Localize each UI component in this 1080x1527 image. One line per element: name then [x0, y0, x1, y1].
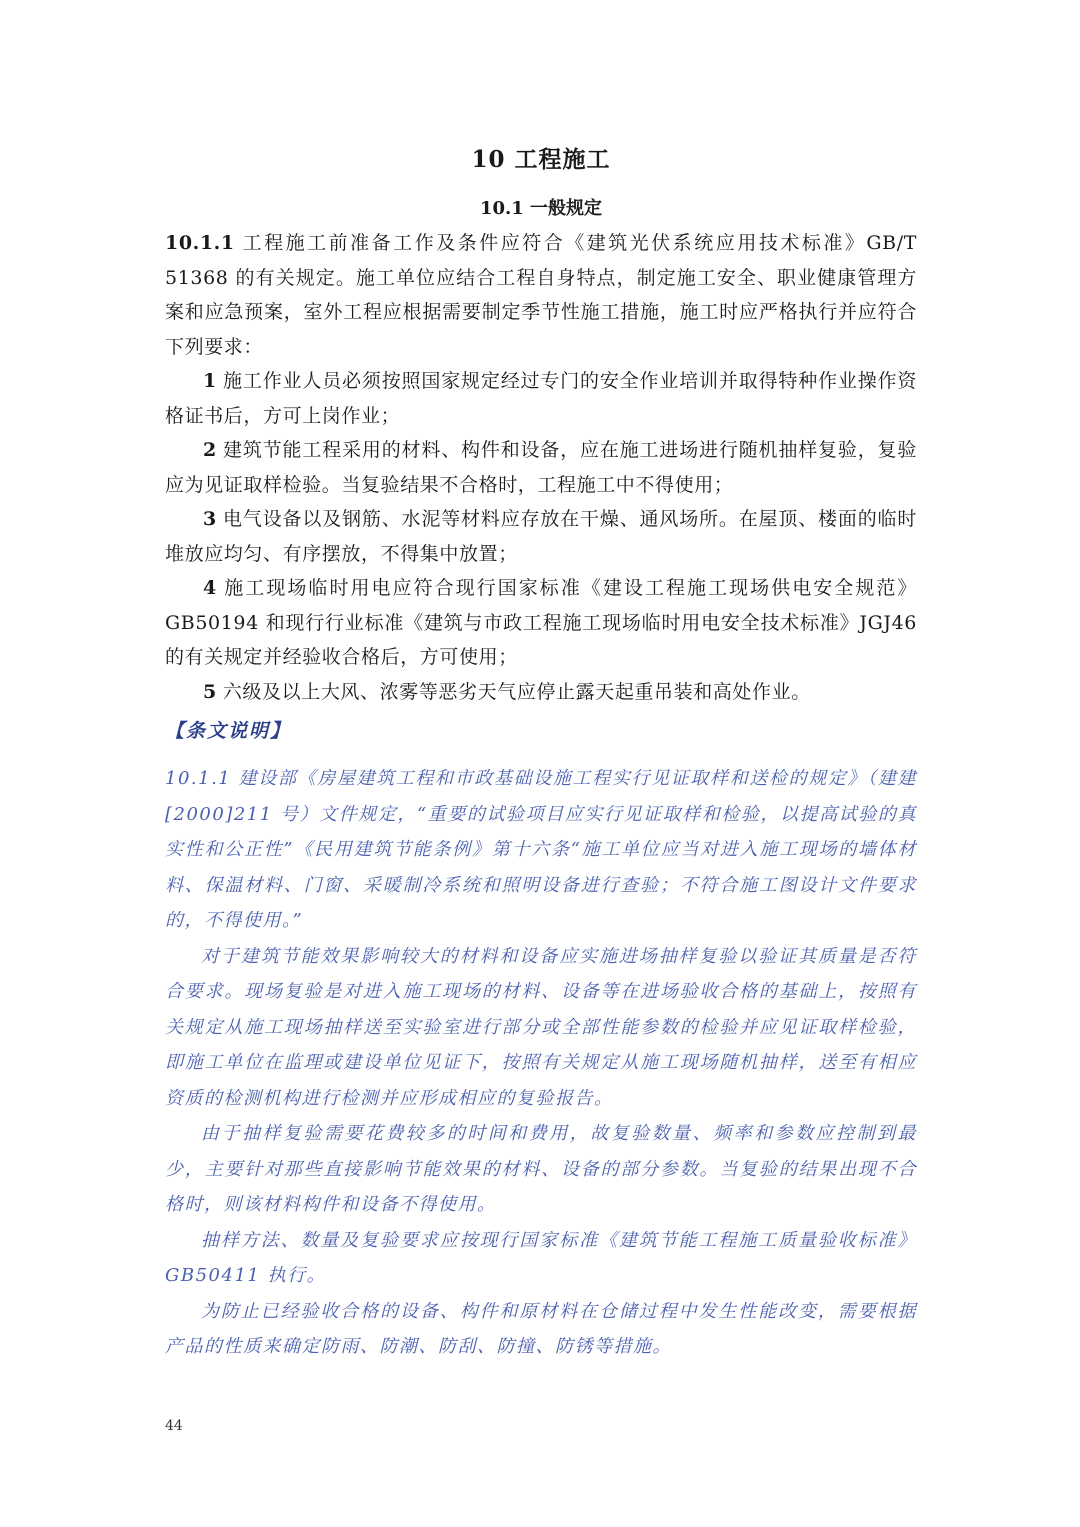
item-number: 3 — [203, 508, 217, 530]
list-item — [165, 502, 917, 571]
item-number: 1 — [203, 370, 217, 392]
chapter-title: 10 工程施工 — [471, 146, 611, 173]
list-item — [165, 364, 917, 433]
document-page — [165, 140, 917, 1365]
item-text: 施工现场临时用电应符合现行国家标准《建设工程施工现场供电安全规范》GB50194 和现行行业标准《建筑与市政工程施工现场临时用电安全技术标准》JGJ46 的有关规定并经验收合格后，方可使用； — [165, 577, 917, 668]
clause-text: 工程施工前准备工作及条件应符合《建筑光伏系统应用技术标准》GB/T 51368 的有关规定。施工单位应结合工程自身特点，制定施工安全、职业健康管理方案和应急预案，室外工程应根据需要制定季节性施工措施，施工时应严格执行并应符合下列要求： — [165, 232, 917, 358]
explanation-paragraph: 由于抽样复验需要花费较多的时间和费用，故复验数量、频率和参数应控制到最少，主要针对那些直接影响节能效果的材料、设备的部分参数。当复验的结果出现不合格时，则该材料构件和设备不得使用。 — [165, 1123, 917, 1215]
item-text: 电气设备以及钢筋、水泥等材料应存放在干燥、通风场所。在屋顶、楼面的临时堆放应均匀、有序摆放，不得集中放置； — [165, 508, 917, 565]
item-text: 六级及以上大风、浓雾等恶劣天气应停止露天起重吊装和高处作业。 — [222, 680, 811, 703]
list-item — [165, 433, 917, 502]
explanation-heading: 【条文说明】 — [165, 720, 292, 742]
clause-10-1-1 — [165, 226, 917, 364]
page-number: 44 — [165, 1418, 183, 1434]
item-number: 2 — [203, 439, 217, 461]
explanation-paragraph: 对于建筑节能效果影响较大的材料和设备应实施进场抽样复验以验证其质量是否符合要求。现场复验是对进入施工现场的材料、设备等在进场验收合格的基础上，按照有关规定从施工现场抽样送至实验室进行部分或全部性能参数的检验并应见证取样检验，即施工单位在监理或建设单位见证下，按照有关规定从施工现场随机抽样，送至有相应资质的检测机构进行检测并应形成相应的复验报告。 — [165, 945, 917, 1109]
clause-number: 10.1.1 — [165, 232, 235, 254]
list-item — [165, 675, 917, 710]
item-text: 建筑节能工程采用的材料、构件和设备，应在施工进场进行随机抽样复验，复验应为见证取样检验。当复验结果不合格时，工程施工中不得使用； — [165, 439, 917, 496]
section-title: 10.1 一般规定 — [479, 198, 603, 219]
explanation-paragraph: 10.1.1 建设部《房屋建筑工程和市政基础设施工程实行见证取样和送检的规定》（建建[2000]211 号）文件规定，“重要的试验项目应实行见证取样和检验，以提高试验的真实性和公正性”《民用建筑节能条例》第十六条“施工单位应当对进入施工现场的墙体材料、保温材料、门窗、采暖制冷系统和照明设备进行查验；不符合施工图设计文件要求的，不得使用。” — [165, 768, 917, 931]
explanation-paragraph: 为防止已经验收合格的设备、构件和原材料在仓储过程中发生性能改变，需要根据产品的性质来确定防雨、防潮、防刮、防撞、防锈等措施。 — [165, 1300, 917, 1357]
item-number: 4 — [203, 577, 217, 599]
item-text: 施工作业人员必须按照国家规定经过专门的安全作业培训并取得特种作业操作资格证书后，方可上岗作业； — [165, 370, 917, 427]
list-item — [165, 571, 917, 675]
explanation-paragraph: 抽样方法、数量及复验要求应按现行国家标准《建筑节能工程施工质量验收标准》GB50411 执行。 — [165, 1229, 917, 1286]
item-number: 5 — [203, 680, 217, 703]
